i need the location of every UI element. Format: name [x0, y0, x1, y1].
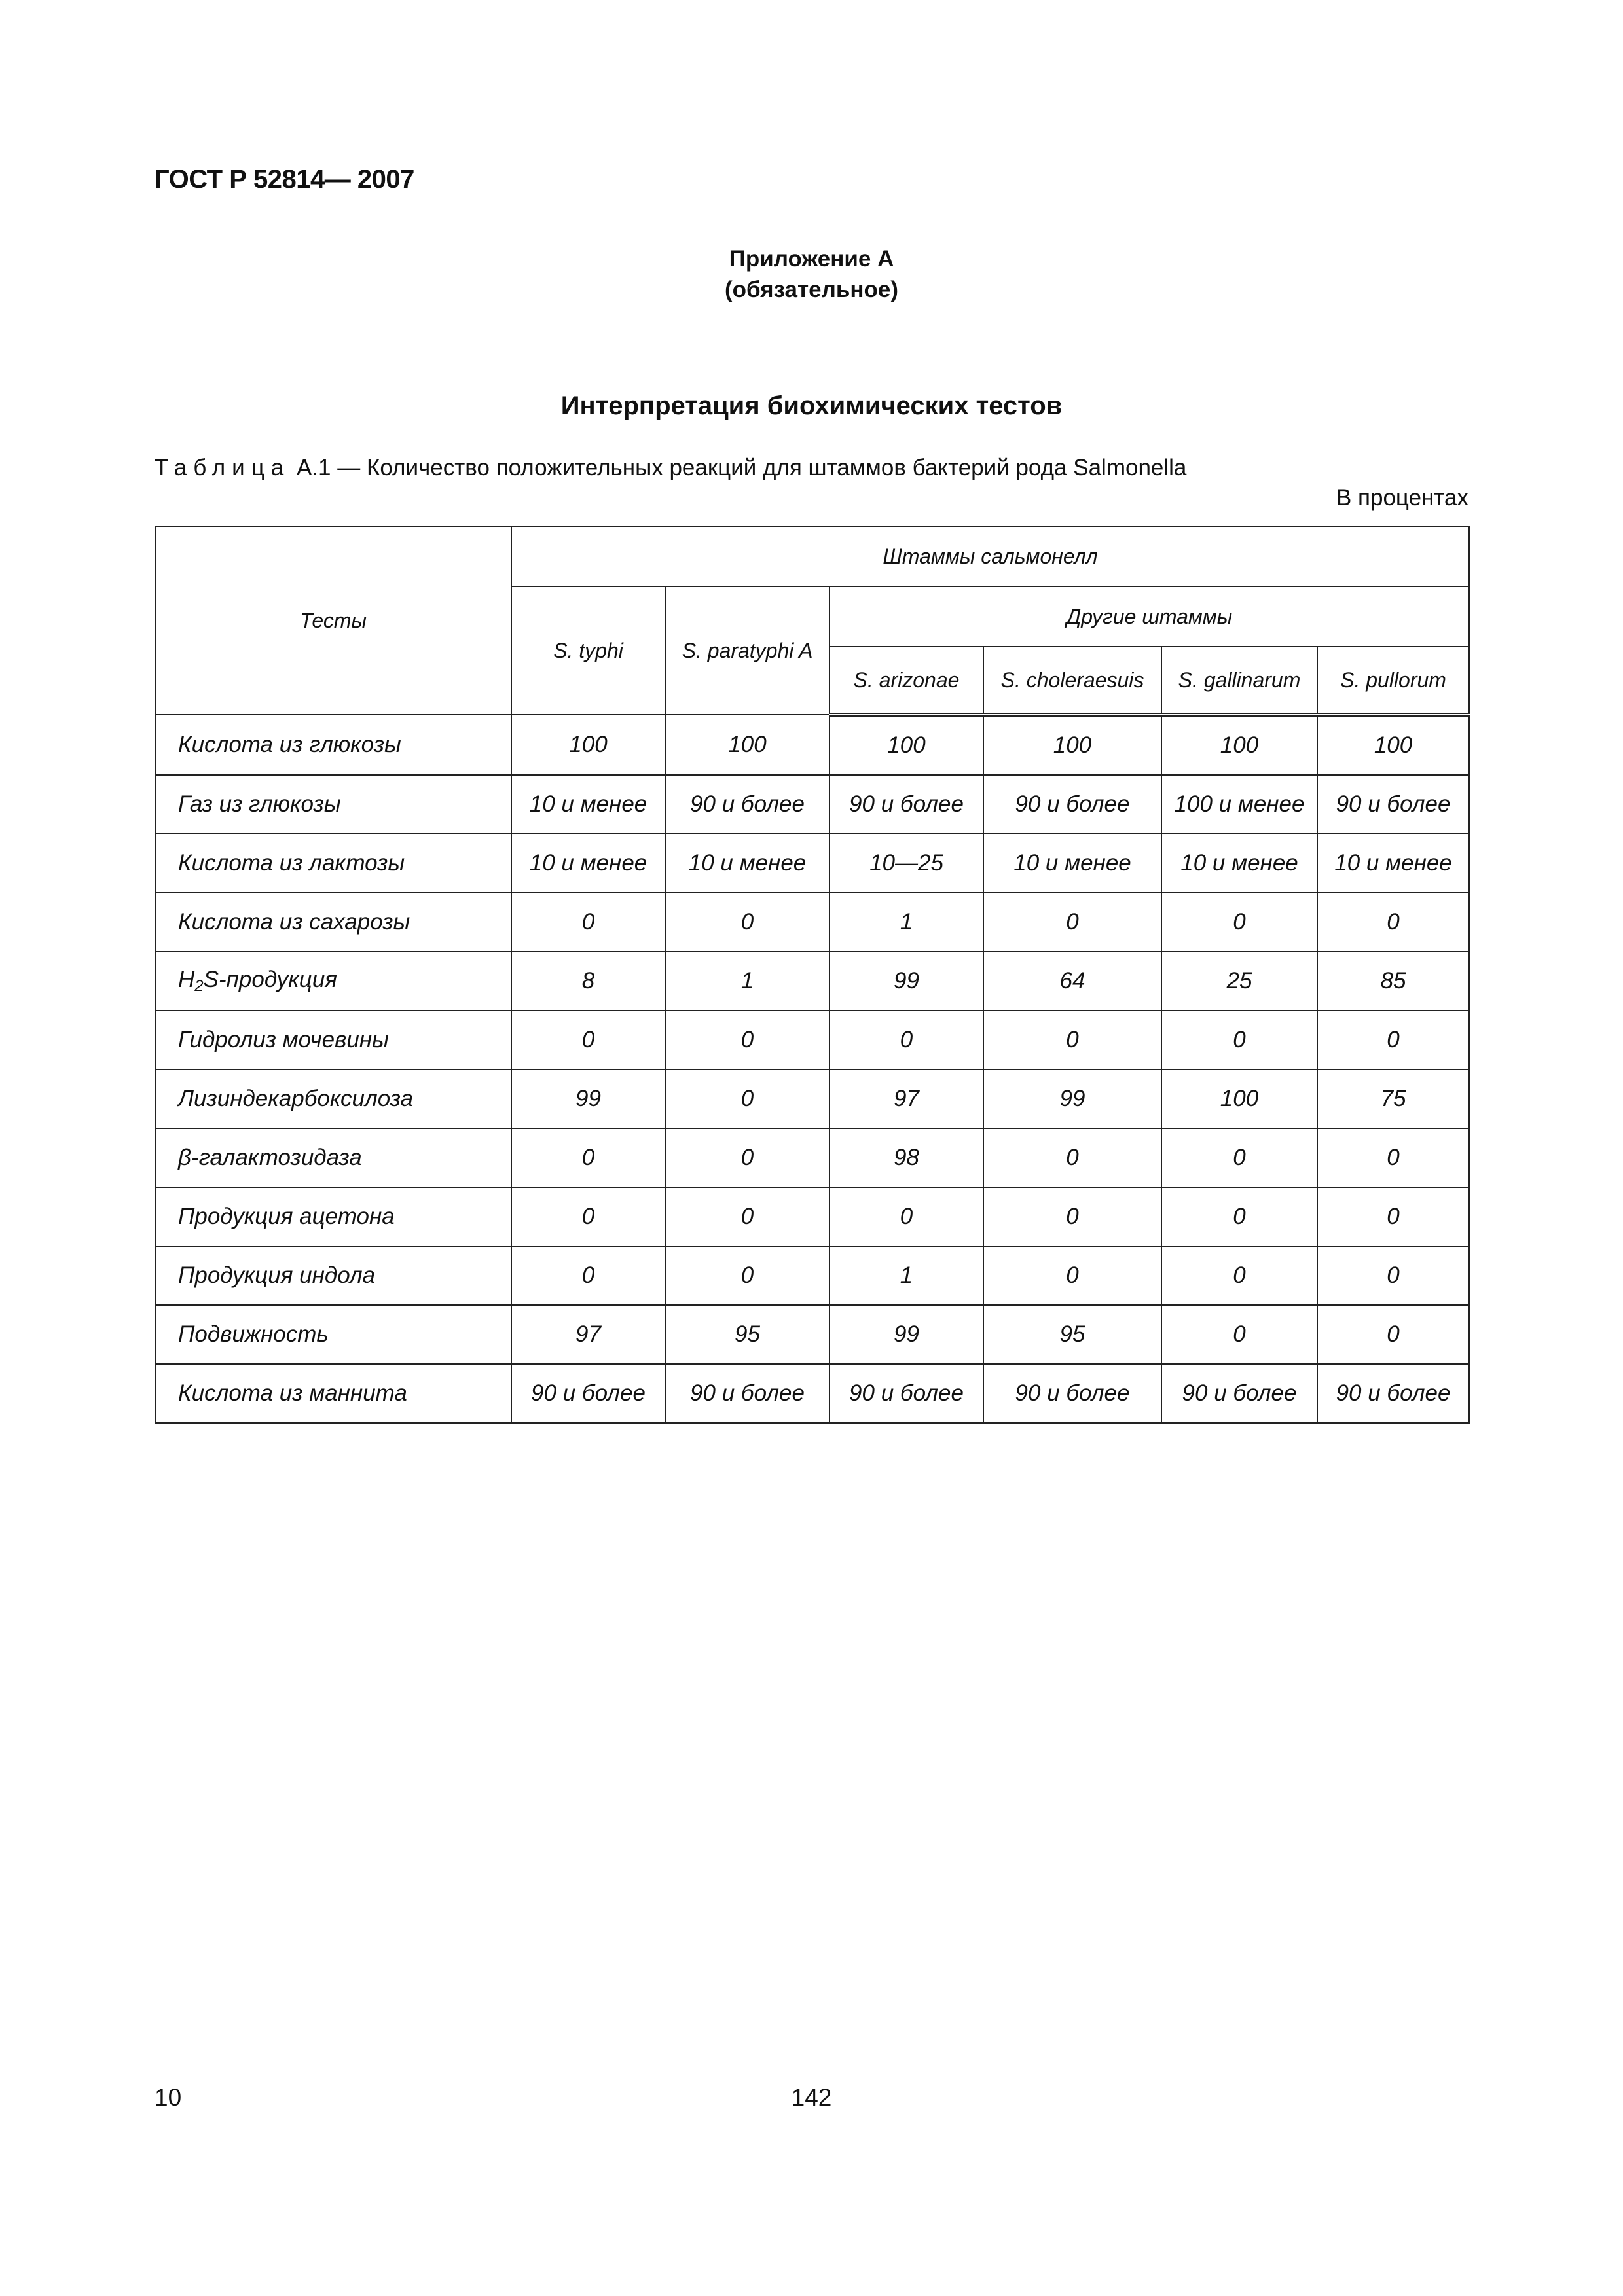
table-row — [155, 775, 1469, 834]
cell-value: 99 — [511, 1069, 665, 1128]
cell-value: 90 и более — [983, 1364, 1161, 1423]
cell-value: 90 и более — [1161, 1364, 1317, 1423]
cell-value: 97 — [830, 1069, 983, 1128]
test-name-prefix: H — [178, 967, 195, 992]
cell-value: 1 — [665, 952, 830, 1011]
row-test-name: Продукция ацетона — [155, 1187, 511, 1246]
cell-value: 0 — [1317, 1305, 1469, 1364]
cell-value: 0 — [983, 1246, 1161, 1305]
row-test-name: Гидролиз мочевины — [155, 1011, 511, 1069]
annex-status: (обязательное) — [724, 277, 898, 302]
cell-value: 0 — [983, 1128, 1161, 1187]
cell-value: 90 и более — [830, 1364, 983, 1423]
section-title: Интерпретация биохимических тестов — [560, 391, 1063, 420]
document-id: ГОСТ Р 52814— 2007 — [155, 165, 414, 194]
cell-value: 10 и менее — [665, 834, 830, 893]
cell-value: 0 — [1161, 1128, 1317, 1187]
cell-value: 0 — [511, 1187, 665, 1246]
row-test-name: Кислота из маннита — [155, 1364, 511, 1423]
cell-value: 100 — [983, 715, 1161, 775]
row-test-name — [155, 952, 511, 1011]
header-strains-group: Штаммы сальмонелл — [511, 526, 1469, 586]
cell-value: 98 — [830, 1128, 983, 1187]
cell-value: 97 — [511, 1305, 665, 1364]
cell-value: 0 — [983, 1187, 1161, 1246]
cell-value: 0 — [1161, 1305, 1317, 1364]
cell-value: 0 — [665, 1187, 830, 1246]
cell-value: 0 — [665, 1069, 830, 1128]
table-caption-label: Таблица — [155, 455, 291, 480]
cell-value: 64 — [983, 952, 1161, 1011]
cell-value: 99 — [983, 1069, 1161, 1128]
cell-value: 0 — [665, 1246, 830, 1305]
table-row — [155, 1364, 1469, 1423]
cell-value: 100 — [1161, 1069, 1317, 1128]
row-test-name: Подвижность — [155, 1305, 511, 1364]
table-row — [155, 834, 1469, 893]
cell-value: 0 — [830, 1187, 983, 1246]
test-name-suffix: S-продукция — [203, 967, 337, 992]
cell-value: 10—25 — [830, 834, 983, 893]
cell-value: 8 — [511, 952, 665, 1011]
header-col-choleraesuis: S. choleraesuis — [983, 647, 1161, 715]
page-number-left: 10 — [155, 2084, 182, 2111]
cell-value: 100 — [830, 715, 983, 775]
cell-value: 0 — [665, 1128, 830, 1187]
cell-value: 0 — [1161, 893, 1317, 952]
cell-value: 90 и более — [830, 775, 983, 834]
cell-value: 0 — [1317, 1128, 1469, 1187]
page-number-center: 142 — [791, 2084, 832, 2111]
cell-value: 10 и менее — [983, 834, 1161, 893]
cell-value: 0 — [665, 893, 830, 952]
row-test-name: Кислота из глюкозы — [155, 715, 511, 775]
cell-value: 100 — [1317, 715, 1469, 775]
cell-value: 95 — [983, 1305, 1161, 1364]
table-row — [155, 1246, 1469, 1305]
cell-value: 90 и более — [665, 775, 830, 834]
cell-value: 0 — [511, 1128, 665, 1187]
cell-value: 10 и менее — [511, 775, 665, 834]
biochemical-tests-table — [155, 526, 1470, 1424]
cell-value: 1 — [830, 893, 983, 952]
cell-value: 90 и более — [665, 1364, 830, 1423]
row-test-name: Продукция индола — [155, 1246, 511, 1305]
test-name-subscript: 2 — [194, 977, 204, 995]
table-row — [155, 952, 1469, 1011]
cell-value: 0 — [1317, 1187, 1469, 1246]
cell-value: 0 — [1317, 893, 1469, 952]
cell-value: 10 и менее — [1161, 834, 1317, 893]
cell-value: 95 — [665, 1305, 830, 1364]
cell-value: 90 и более — [511, 1364, 665, 1423]
cell-value: 0 — [511, 893, 665, 952]
annex-title: Приложение А — [729, 246, 894, 272]
header-col-typhi: S. typhi — [511, 586, 665, 715]
row-test-name: Кислота из сахарозы — [155, 893, 511, 952]
row-test-name: β-галактозидаза — [155, 1128, 511, 1187]
cell-value: 0 — [511, 1011, 665, 1069]
cell-value: 0 — [983, 893, 1161, 952]
cell-value: 0 — [983, 1011, 1161, 1069]
cell-value: 100 — [665, 715, 830, 775]
table-row — [155, 1128, 1469, 1187]
table-row — [155, 893, 1469, 952]
cell-value: 0 — [830, 1011, 983, 1069]
table-caption-number: А.1 — [296, 455, 331, 480]
cell-value: 0 — [1161, 1011, 1317, 1069]
cell-value: 99 — [830, 1305, 983, 1364]
header-col-gallinarum: S. gallinarum — [1161, 647, 1317, 715]
cell-value: 90 и более — [983, 775, 1161, 834]
cell-value: 99 — [830, 952, 983, 1011]
row-test-name: Лизиндекарбоксилоза — [155, 1069, 511, 1128]
header-other-strains: Другие штаммы — [830, 586, 1469, 647]
header-tests: Тесты — [155, 526, 511, 715]
table-caption-text: — Количество положительных реакций для штаммов бактерий рода Salmonella — [337, 455, 1187, 480]
table-row — [155, 1305, 1469, 1364]
cell-value: 1 — [830, 1246, 983, 1305]
row-test-name: Кислота из лактозы — [155, 834, 511, 893]
cell-value: 25 — [1161, 952, 1317, 1011]
cell-value: 10 и менее — [511, 834, 665, 893]
row-test-name: Газ из глюкозы — [155, 775, 511, 834]
table-row — [155, 715, 1469, 775]
table-units: В процентах — [1336, 485, 1468, 511]
cell-value: 100 — [1161, 715, 1317, 775]
cell-value: 0 — [1161, 1246, 1317, 1305]
table-row — [155, 1069, 1469, 1128]
cell-value: 100 и менее — [1161, 775, 1317, 834]
header-col-arizonae: S. arizonae — [830, 647, 983, 715]
table-row — [155, 1187, 1469, 1246]
header-col-paratyphi: S. paratyphi A — [665, 586, 830, 715]
cell-value: 85 — [1317, 952, 1469, 1011]
cell-value: 10 и менее — [1317, 834, 1469, 893]
cell-value: 0 — [1161, 1187, 1317, 1246]
cell-value: 90 и более — [1317, 1364, 1469, 1423]
cell-value: 0 — [665, 1011, 830, 1069]
cell-value: 100 — [511, 715, 665, 775]
table-row — [155, 1011, 1469, 1069]
annex-heading — [0, 243, 1623, 305]
cell-value: 0 — [1317, 1011, 1469, 1069]
header-col-pullorum: S. pullorum — [1317, 647, 1469, 715]
cell-value: 0 — [511, 1246, 665, 1305]
cell-value: 75 — [1317, 1069, 1469, 1128]
cell-value: 90 и более — [1317, 775, 1469, 834]
table-caption — [155, 455, 1186, 481]
cell-value: 0 — [1317, 1246, 1469, 1305]
